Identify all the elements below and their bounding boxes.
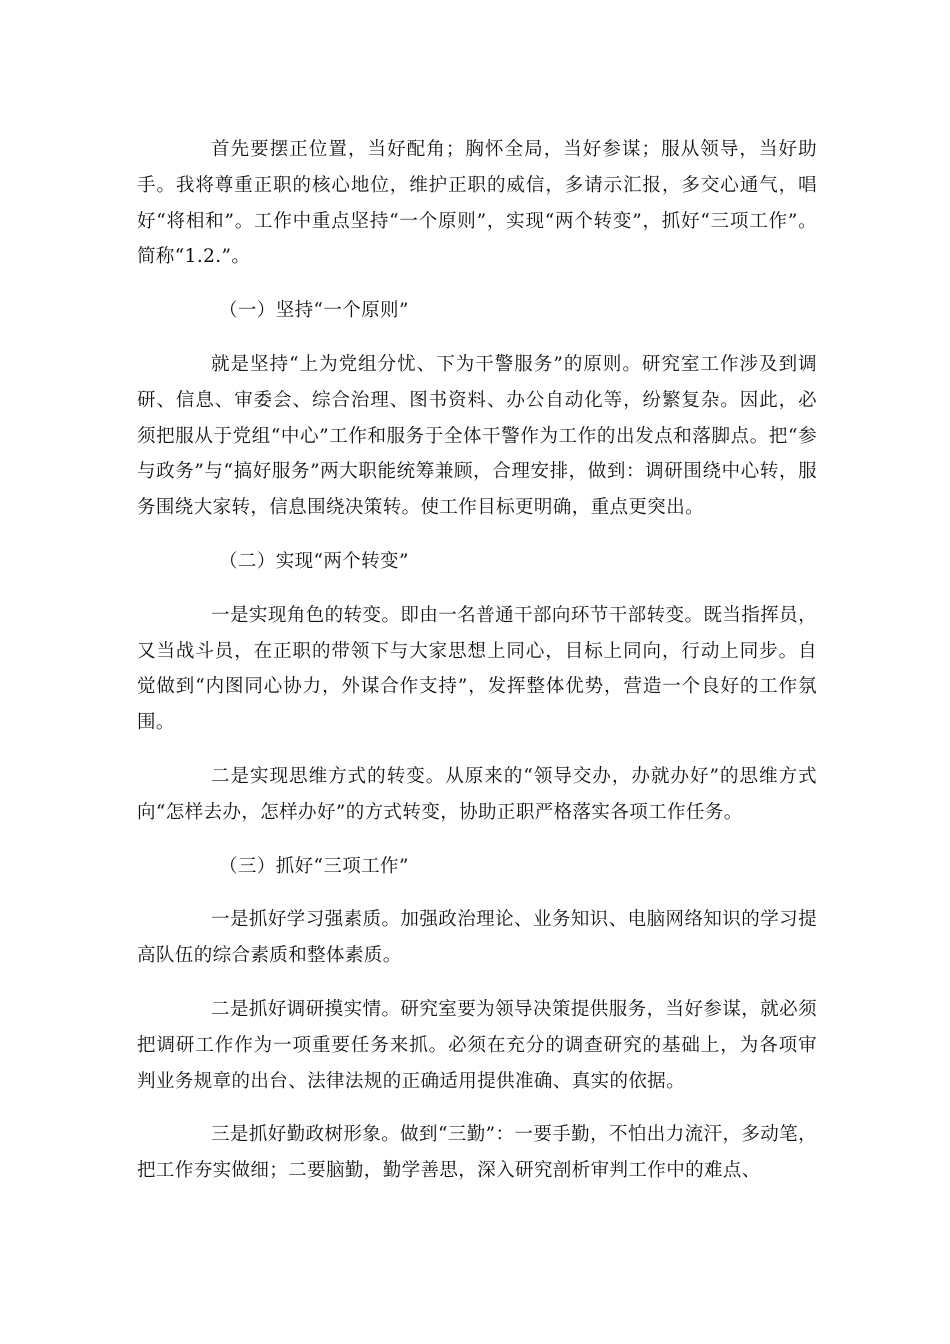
section-heading-2: （二）实现“两个转变” — [219, 550, 409, 572]
paragraph-role-change: 一是实现角色的转变。即由一名普通干部向环节干部转变。既当指挥员，又当战斗员，在正职的带领下与大家思想上同心，目标上同向，行动上同步。自觉做到“内图同心协力，外谋合作支持”，发挥整体优势，营造一个良好的工作氛围。 — [137, 604, 817, 734]
paragraph-intro: 首先要摆正位置，当好配角；胸怀全局，当好参谋；服从领导，当好助手。我将尊重正职的核心地位，维护正职的威信，多请示汇报，多交心通气，唱好“将相和”。工作中重点坚持“一个原则”，实现“两个转变”，抓好“三项工作”。简称“1.2.”。 — [137, 139, 817, 268]
section-heading-1: （一）坚持“一个原则” — [219, 300, 409, 322]
paragraph-thinking-change: 二是实现思维方式的转变。从原来的“领导交办，办就办好”的思维方式向“怎样去办，怎样办好”的方式转变，协助正职严格落实各项工作任务。 — [137, 765, 817, 823]
section-heading-3: （三）抓好“三项工作” — [219, 855, 409, 877]
paragraph-study: 一是抓好学习强素质。加强政治理论、业务知识、电脑网络知识的学习提高队伍的综合素质和整体素质。 — [137, 909, 817, 967]
paragraph-research: 二是抓好调研摸实情。研究室要为领导决策提供服务，当好参谋，就必须把调研工作作为一项重要任务来抓。必须在充分的调查研究的基础上，为各项审判业务规章的出台、法律法规的正确适用提供准确、真实的依据。 — [137, 998, 817, 1092]
paragraph-principle: 就是坚持“上为党组分忧、下为干警服务”的原则。研究室工作涉及到调研、信息、审委会、综合治理、图书资料、办公自动化等，纷繁复杂。因此，必须把服从于党组“中心”工作和服务于全体干警作为工作的出发点和落脚点。把“参与政务”与“搞好服务”两大职能统筹兼顾，合理安排，做到：调研围绕中心转，服务围绕大家转，信息围绕决策转。使工作目标更明确，重点更突出。 — [137, 353, 817, 519]
paragraph-diligence: 三是抓好勤政树形象。做到“三勤”：一要手勤，不怕出力流汗，多动笔，把工作夯实做细；二要脑勤，勤学善思，深入研究剖析审判工作中的难点、 — [137, 1124, 817, 1182]
document-body — [137, 132, 817, 1189]
